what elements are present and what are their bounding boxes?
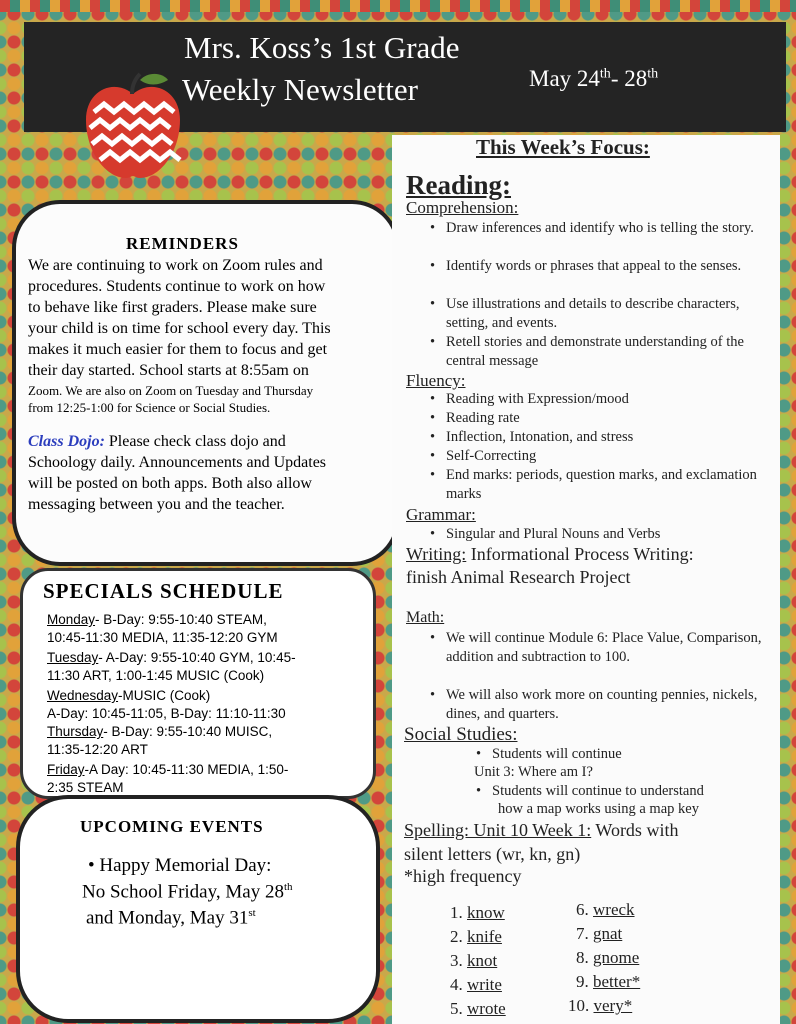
reminder-text-line: makes it much easier for them to focus and get <box>28 341 328 358</box>
reminder-text-line: Zoom. We are also on Zoom on Tuesday and Thursday <box>28 383 314 398</box>
fluency-item: • Reading rate <box>430 409 766 428</box>
comprehension-item: • Identify words or phrases that appeal to the senses. <box>430 257 766 276</box>
comprehension-item: • Draw inferences and identify who is telling the story. <box>430 219 766 238</box>
social-studies-item: • Students will continue <box>476 745 782 764</box>
specials-line: Wednesday-MUSIC (Cook) <box>47 688 211 703</box>
event-line: and Monday, May 31st <box>86 907 256 929</box>
specials-line: 11:35-12:20 ART <box>47 742 148 757</box>
social-studies-item-cont: Unit 3: Where am I? <box>474 764 593 780</box>
spelling-word: 9. better* <box>576 972 641 991</box>
reminders-title: REMINDERS <box>126 234 239 253</box>
specials-line: Friday-A Day: 10:45-11:30 MEDIA, 1:50- <box>47 762 289 777</box>
specials-line: Monday- B-Day: 9:55-10:40 STEAM, <box>47 612 267 627</box>
reminder-text-line: to behave like first graders. Please make sure <box>28 299 317 316</box>
spelling-word: 8. gnome <box>576 948 640 967</box>
specials-line: 11:30 ART, 1:00-1:45 MUSIC (Cook) <box>47 668 265 683</box>
spelling-word: 1. know <box>450 903 505 922</box>
grammar-heading: Grammar: <box>406 505 476 524</box>
specials-line: 2:35 STEAM <box>47 780 124 795</box>
reminder-text-line: We are continuing to work on Zoom rules and <box>28 257 323 274</box>
fluency-item: • Inflection, Intonation, and stress <box>430 428 766 447</box>
spelling-word: 5. wrote <box>450 999 506 1018</box>
spelling-line: silent letters (wr, kn, gn) <box>404 844 581 864</box>
reminders-card <box>12 200 400 566</box>
fluency-heading: Fluency: <box>406 371 466 390</box>
reminder-text-line: their day started. School starts at 8:55am on <box>28 362 309 379</box>
spelling-word: 10. very* <box>568 996 633 1015</box>
upcoming-events-card <box>16 795 380 1023</box>
social-studies-item-cont: how a map works using a map key <box>498 801 699 817</box>
comprehension-item: • Retell stories and demonstrate understanding of the central message <box>430 333 766 371</box>
newsletter-title-line1: Mrs. Koss’s 1st Grade <box>184 30 460 65</box>
specials-line: Tuesday- A-Day: 9:55-10:40 GYM, 10:45- <box>47 650 296 665</box>
spelling-line: *high frequency <box>404 866 522 886</box>
specials-title: SPECIALS SCHEDULE <box>43 579 284 603</box>
spelling-word: 3. knot <box>450 951 498 970</box>
specials-schedule-card <box>20 568 376 799</box>
reading-heading: Reading: <box>406 170 512 200</box>
reminder-text-line: your child is on time for school every day. This <box>28 320 331 337</box>
weekly-focus-panel <box>392 135 780 1024</box>
reminder-text-line: from 12:25-1:00 for Science or Social Studies. <box>28 400 271 415</box>
events-title: UPCOMING EVENTS <box>80 817 264 836</box>
class-dojo-line: Schoology daily. Announcements and Updates <box>28 454 327 471</box>
focus-title: This Week’s Focus: <box>476 135 650 159</box>
spelling-word: 2. knife <box>450 927 502 946</box>
newsletter-title-line2: Weekly Newsletter <box>182 72 418 107</box>
writing-line: Writing: Informational Process Writing: <box>406 544 694 564</box>
fluency-item: • Self-Correcting <box>430 447 766 466</box>
spelling-word: 4. write <box>450 975 502 994</box>
spelling-word: 6. wreck <box>576 900 635 919</box>
class-dojo-line: Class Dojo: Please check class dojo and <box>28 433 286 450</box>
comprehension-item: • Use illustrations and details to describe characters, setting, and events. <box>430 295 766 333</box>
fluency-item: • Reading with Expression/mood <box>430 390 766 409</box>
comprehension-heading: Comprehension: <box>406 198 519 217</box>
math-heading: Math: <box>406 609 445 626</box>
specials-line: A-Day: 10:45-11:05, B-Day: 11:10-11:30 <box>47 706 286 721</box>
reminder-text-line: procedures. Students continue to work on how <box>28 278 326 295</box>
class-dojo-line: will be posted on both apps. Both also allow <box>28 475 312 492</box>
fluency-item: • End marks: periods, question marks, and exclamation marks <box>430 466 766 504</box>
newsletter-date: May 24th- 28th <box>529 66 659 91</box>
social-studies-heading: Social Studies: <box>404 724 518 745</box>
class-dojo-line: messaging between you and the teacher. <box>28 496 285 513</box>
specials-line: Thursday- B-Day: 9:55-10:40 MUISC, <box>47 724 273 739</box>
apple-icon <box>82 70 184 182</box>
math-item: • We will continue Module 6: Place Value, Comparison, addition and subtraction to 100. <box>430 629 766 667</box>
event-line: No School Friday, May 28th <box>82 881 293 903</box>
grammar-item: • Singular and Plural Nouns and Verbs <box>430 525 766 544</box>
math-item: • We will also work more on counting pennies, nickels, dines, and quarters. <box>430 686 766 724</box>
specials-line: 10:45-11:30 MEDIA, 11:35-12:20 GYM <box>47 630 278 645</box>
event-line: • Happy Memorial Day: <box>88 855 272 876</box>
spelling-word: 7. gnat <box>576 924 623 943</box>
spelling-line: Spelling: Unit 10 Week 1: Words with <box>404 820 679 840</box>
social-studies-item: • Students will continue to understand <box>476 782 782 801</box>
writing-line: finish Animal Research Project <box>406 567 631 587</box>
decorative-border <box>0 0 796 12</box>
